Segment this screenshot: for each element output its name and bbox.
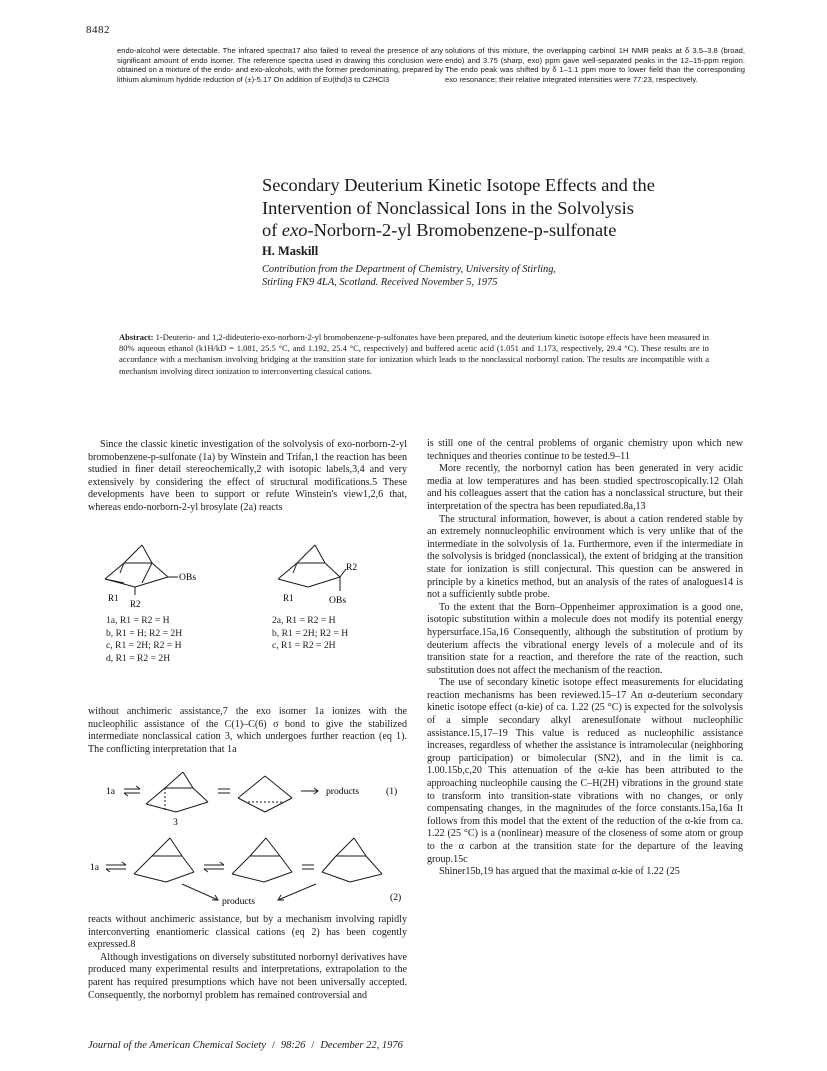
paragraph: More recently, the norbornyl cation has been generated in very acidic media at low temperatures and has been studied spectroscopically.12 Olah and his colleagues assert that the cation has a nonclassical structure, but their interpretation of the spectra has been repudiated.8a,13 xyxy=(427,463,743,512)
structure-2-r1: R1 xyxy=(283,593,294,603)
eq2-products: products xyxy=(222,896,256,906)
paragraph: reacts without anchimeric assistance, but by a mechanism involving rapidly interconverting enantiomeric classical cations (eq 2) has been cogently expressed.8 xyxy=(88,914,407,951)
eq2-equilibrium-arrow-2 xyxy=(204,862,224,872)
eq1-forward-arrow xyxy=(301,788,318,794)
abstract xyxy=(119,332,709,377)
title-line-3-exo: exo xyxy=(281,220,308,240)
journal-date: December 22, 1976 xyxy=(320,1040,403,1051)
list-item: b, R1 = 2H; R2 = H xyxy=(272,627,349,639)
structure-2-drawing xyxy=(278,545,346,591)
eq1-equivalence-sign xyxy=(218,789,230,793)
abstract-label: Abstract: xyxy=(119,332,154,342)
page-number: 8482 xyxy=(86,24,110,36)
structure-1-drawing xyxy=(105,545,178,595)
title-line-3-rest: -Norborn-2-yl Bromobenzene-p-sulfonate xyxy=(307,220,617,240)
structure-2-leaving-group: OBs xyxy=(329,595,347,606)
affiliation-line-2: Stirling FK9 4LA, Scotland. Received November 5, 1975 xyxy=(262,276,498,288)
eq2-classical-cation-1 xyxy=(134,838,194,882)
footer-separator: / xyxy=(271,1040,275,1051)
eq2-equilibrium-arrow-1 xyxy=(106,862,126,872)
eq1-products: products xyxy=(326,786,360,797)
eq2-start-label: 1a xyxy=(90,862,100,873)
title-line-3-prefix: of xyxy=(262,220,282,240)
equation-1 xyxy=(90,772,408,828)
paragraph: is still one of the central problems of organic chemistry upon which new techniques and theories continue to be tested.9–11 xyxy=(427,438,743,462)
paragraph: The structural information, however, is about a cation rendered stable by an extremely nonnucleophilic environment which is very unlike that of the intermediate in the solvolysis of 1a. Furthermore, even if the intermediate in the solvolysis is bridged (nonclassical), the extent of bridging at the transition state for ionization is still conjectural. This question can be answered in principle by a kinetics method, but an analysis of the rates of analogues14 is not a sufficiently subtle probe. xyxy=(427,513,743,601)
title-line-1: Secondary Deuterium Kinetic Isotope Effects and the xyxy=(262,175,655,195)
paragraph: Although investigations on diversely substituted norbornyl derivatives have produced many experimental results and interpretations, extrapolation to the parent has required presumptions which have not been universally accepted. Consequently, the norbornyl problem has remained controversial and xyxy=(88,951,407,1001)
paragraph: Shiner15b,19 has argued that the maximal α-kie of 1.22 (25 xyxy=(439,866,680,878)
column-1-intro xyxy=(88,439,407,515)
article-title xyxy=(262,174,782,242)
eq2-classical-cation-2 xyxy=(322,838,382,882)
abstract-text: 1-Deuterio- and 1,2-dideuterio-exo-norborn-2-yl bromobenzene-p-sulfonates have been prepared, and the deuterium kinetic isotope effects have been measured in 80% aqueous ethanol (k1H/kD = 1.081, 25.5 °C, and 1.192, 25.4 °C, respectively) and buffered acetic acid (1.051 and 1.173, respectively, 29.4 °C). These results are in accordance with a mechanism involving bridging at the transition state for ionization which leads to the nonclassical norbornyl cation. The results are incompatible with a mechanism involving direct ionization to interconverting classical cations. xyxy=(119,332,709,376)
structure-2-list xyxy=(272,615,348,653)
footer-separator: / xyxy=(311,1040,315,1051)
paragraph: The use of secondary kinetic isotope effect measurements for elucidating reaction mechanisms has been reviewed.15–17 An α-deuterium secondary kinetic isotope effect (α-kie) of ca. 1.22 (25 °C) is expected for the solvolysis of a simple secondary alkyl arenesulfonate without nucleophilic assistance.15,17–19 This value is reduced as nucleophilic assistance increases, regardless of whether the assistance is intramolecular (neighboring group participation) or bimolecular (SN2), and in the limit is ca. 1.00.15b,c,20 This attenuation of the α-kie has been attributed to the approaching nucleophile causing the C–H(2H) vibrations in the ground state to transform into transition-state vibrations with no changes, or only compensating changes, in the magnitudes of the force constants.15a,16a It follows from this model that the extent of the reduction of the α-kie from ca. 1.22 (25 °C) is a (nonlinear) measure of the closeness of some atom or group to the α carbon at the transition state for the departure of the leaving group.15c xyxy=(427,677,743,865)
structure-1-r1: R1 xyxy=(108,593,119,603)
journal-footer xyxy=(88,1040,403,1051)
column-2 xyxy=(427,438,743,879)
column-1-middle xyxy=(88,706,407,756)
list-item: d, R1 = R2 = 2H xyxy=(106,652,171,664)
journal-name: Journal of the American Chemical Society xyxy=(88,1040,266,1051)
eq2-equivalence-sign xyxy=(302,865,314,869)
list-item: c, R1 = R2 = 2H xyxy=(272,640,336,651)
paragraph: without anchimeric assistance,7 the exo isomer 1a ionizes with the nucleophilic assistance of the C(1)–C(6) σ bond to give the stabilized intermediate nonclassical cation 3, which undergoes further reaction (eq 1). The conflicting interpretation that 1a xyxy=(88,706,407,755)
list-item: c, R1 = 2H; R2 = H xyxy=(106,640,182,651)
equation-2 xyxy=(90,834,408,906)
list-item: b, R1 = H; R2 = 2H xyxy=(106,627,183,639)
eq1-equilibrium-arrow xyxy=(124,786,140,796)
eq1-number: (1) xyxy=(386,786,398,797)
structure-1-r2: R2 xyxy=(130,599,141,609)
column-1-lower xyxy=(88,914,407,1002)
eq1-cation-alt-drawing xyxy=(238,776,292,812)
footnote-right: solutions of this mixture, the overlapping carbinol 1H NMR peaks at δ 3.5–3.8 (broad, endo) and 3.75 (sharp, exo) ppm gave well-separated peaks in the 12–15-ppm region. The endo peak was shifted by δ 1–1.1 ppm more to lower field than the corresponding exo resonance; their relative integrated intensities were 77:23, respectively. xyxy=(445,46,745,84)
eq1-cation-number: 3 xyxy=(173,817,178,828)
paragraph: Since the classic kinetic investigation of the solvolysis of exo-norborn-2-yl bromobenzene-p-sulfonate (1a) by Winstein and Trifan,1 the reaction has been studied in finer detail stereochemically,2 with isotopic labels,3,4 and very extensively by considering the effect of structural modifications.5 These developments have been to support or refute Winstein's view1,2,6 that, whereas endo-norborn-2-yl brosylate (2a) reacts xyxy=(88,439,407,513)
structure-1-leaving-group: OBs xyxy=(179,572,197,583)
eq1-start-label: 1a xyxy=(106,786,116,797)
eq2-bridged-drawing xyxy=(232,838,292,882)
journal-volume: 98:26 xyxy=(280,1040,306,1051)
paragraph: To the extent that the Born–Oppenheimer approximation is a good one, isotopic substitution within a molecule does not modify its potential energy hypersurface.15a,16 Consequently, although the substitution of protium by deuterium affects the vibrational energy levels of a molecule and of its transition state for a reaction, and therefore the rate of the reaction, such substitution does not affect the mechanism of the reaction. xyxy=(427,601,743,676)
structure-2-r2: R2 xyxy=(346,562,358,573)
norbornyl-structures-figure xyxy=(100,543,400,609)
eq1-cation-drawing xyxy=(146,772,208,812)
author-affiliation xyxy=(262,264,556,289)
list-item: 1a, R1 = R2 = H xyxy=(106,615,170,626)
eq2-number: (2) xyxy=(390,892,402,903)
author-name: H. Maskill xyxy=(262,244,319,258)
title-line-2: Intervention of Nonclassical Ions in the Solvolysis xyxy=(262,197,634,218)
footnote-left: endo-alcohol were detectable. The infrared spectra17 also failed to reveal the presence of any significant amount of endo isomer. The reference spectra used in drawing this conclusion were obtained on a mixture of the endo- and exo-alcohols, with the former predominating, prepared by lithium aluminum hydride reduction of (±)-5.17 On addition of Eu(thd)3 to C2HCl3 xyxy=(117,46,443,84)
affiliation-line-1: Contribution from the Department of Chemistry, University of Stirling, xyxy=(262,264,557,275)
list-item: 2a, R1 = R2 = H xyxy=(272,615,336,626)
structure-1-list xyxy=(106,615,182,665)
